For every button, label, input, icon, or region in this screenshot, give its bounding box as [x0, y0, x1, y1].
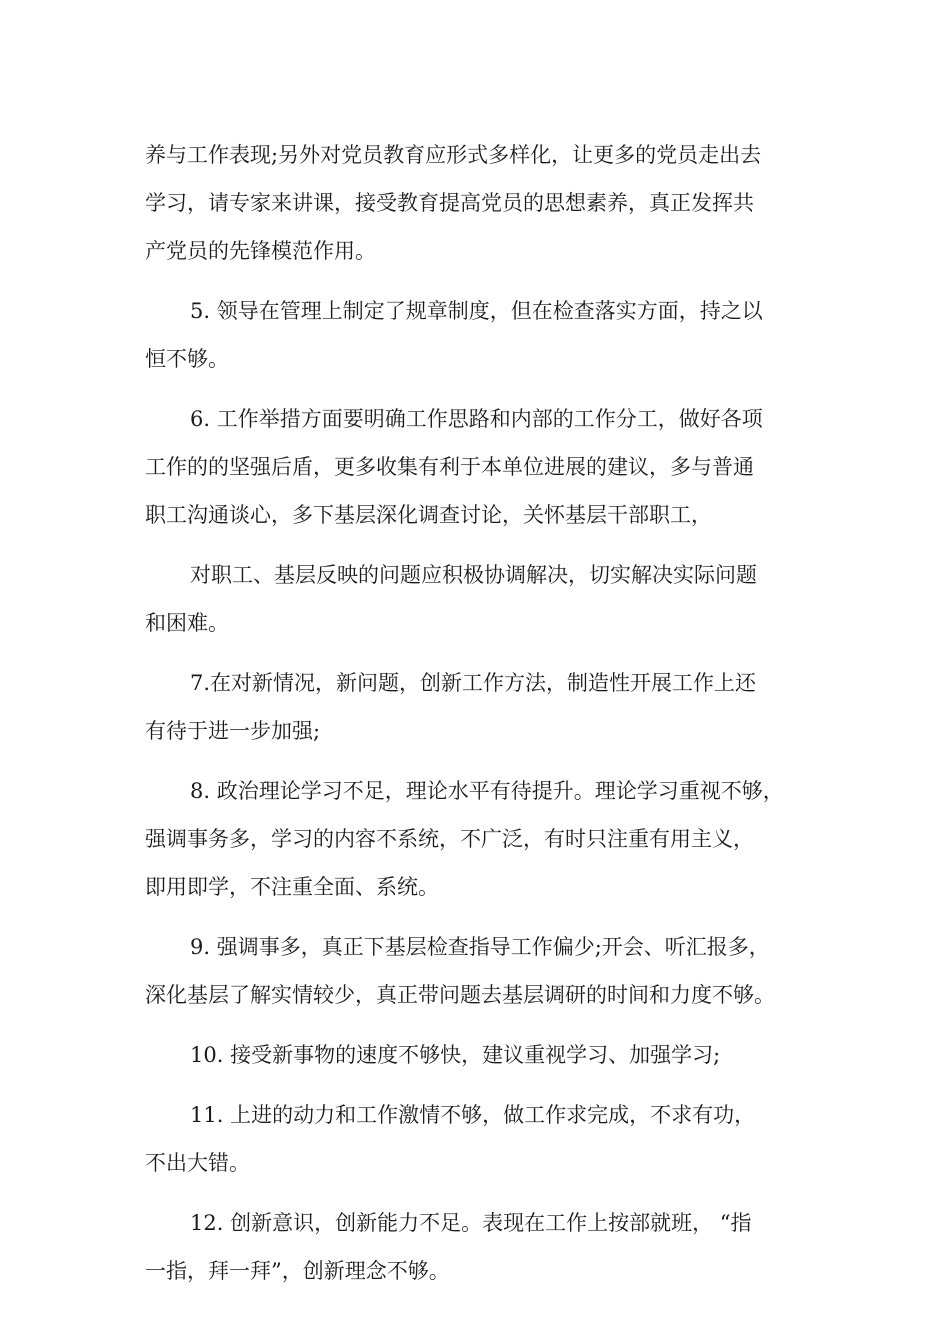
- paragraph-line: 强调事务多，学习的内容不系统，不广泛，有时只注重有用主义，: [145, 827, 754, 851]
- paragraph-item-9: [145, 923, 825, 1019]
- paragraph-line: 产党员的先锋模范作用。: [145, 239, 376, 263]
- paragraph-line: 深化基层了解实情较少，真正带问题去基层调研的时间和力度不够。: [145, 983, 775, 1007]
- paragraph-line: 不出大错。: [145, 1151, 250, 1175]
- paragraph-line: 11. 上进的动力和工作激情不够，做工作求完成，不求有功，: [190, 1103, 756, 1127]
- paragraph-line: 9. 强调事多，真正下基层检查指导工作偏少;开会、听汇报多，: [190, 935, 770, 959]
- paragraph-line: 和困难。: [145, 611, 229, 635]
- paragraph-line: 即用即学，不注重全面、系统。: [145, 875, 439, 899]
- paragraph-line: 养与工作表现;另外对党员教育应形式多样化，让更多的党员走出去: [145, 143, 762, 167]
- paragraph-line: 对职工、基层反映的问题应积极协调解决，切实解决实际问题: [190, 563, 757, 587]
- paragraph-item-11: [145, 1091, 825, 1187]
- paragraph-item-6-cont: [145, 551, 825, 647]
- paragraph-line: 6. 工作举措方面要明确工作思路和内部的工作分工，做好各项: [190, 407, 763, 431]
- paragraph-item-5: [145, 287, 825, 383]
- paragraph-line: 恒不够。: [145, 347, 229, 371]
- paragraph-line: 5. 领导在管理上制定了规章制度，但在检查落实方面，持之以: [190, 299, 763, 323]
- paragraph-line: 学习，请专家来讲课，接受教育提高党员的思想素养，真正发挥共: [145, 191, 754, 215]
- document-body: [145, 131, 825, 1307]
- paragraph-line: 7.在对新情况，新问题，创新工作方法，制造性开展工作上还: [190, 671, 757, 695]
- paragraph-line: 职工沟通谈心，多下基层深化调查讨论，关怀基层干部职工，: [145, 503, 712, 527]
- paragraph-line: 12. 创新意识，创新能力不足。表现在工作上按部就班， “指: [190, 1211, 752, 1235]
- paragraph-continuation: [145, 131, 825, 275]
- paragraph-line: 工作的的坚强后盾，更多收集有利于本单位进展的建议，多与普通: [145, 455, 754, 479]
- paragraph-line: 一指，拜一拜”，创新理念不够。: [145, 1259, 450, 1283]
- paragraph-item-7: [145, 659, 825, 755]
- paragraph-item-6: [145, 395, 825, 539]
- paragraph-line: 8. 政治理论学习不足，理论水平有待提升。理论学习重视不够，: [190, 779, 784, 803]
- paragraph-item-10: [145, 1031, 825, 1079]
- paragraph-line: 10. 接受新事物的速度不够快，建议重视学习、加强学习;: [190, 1043, 721, 1067]
- paragraph-line: 有待于进一步加强;: [145, 719, 321, 743]
- paragraph-item-8: [145, 767, 825, 911]
- paragraph-item-12: [145, 1199, 825, 1295]
